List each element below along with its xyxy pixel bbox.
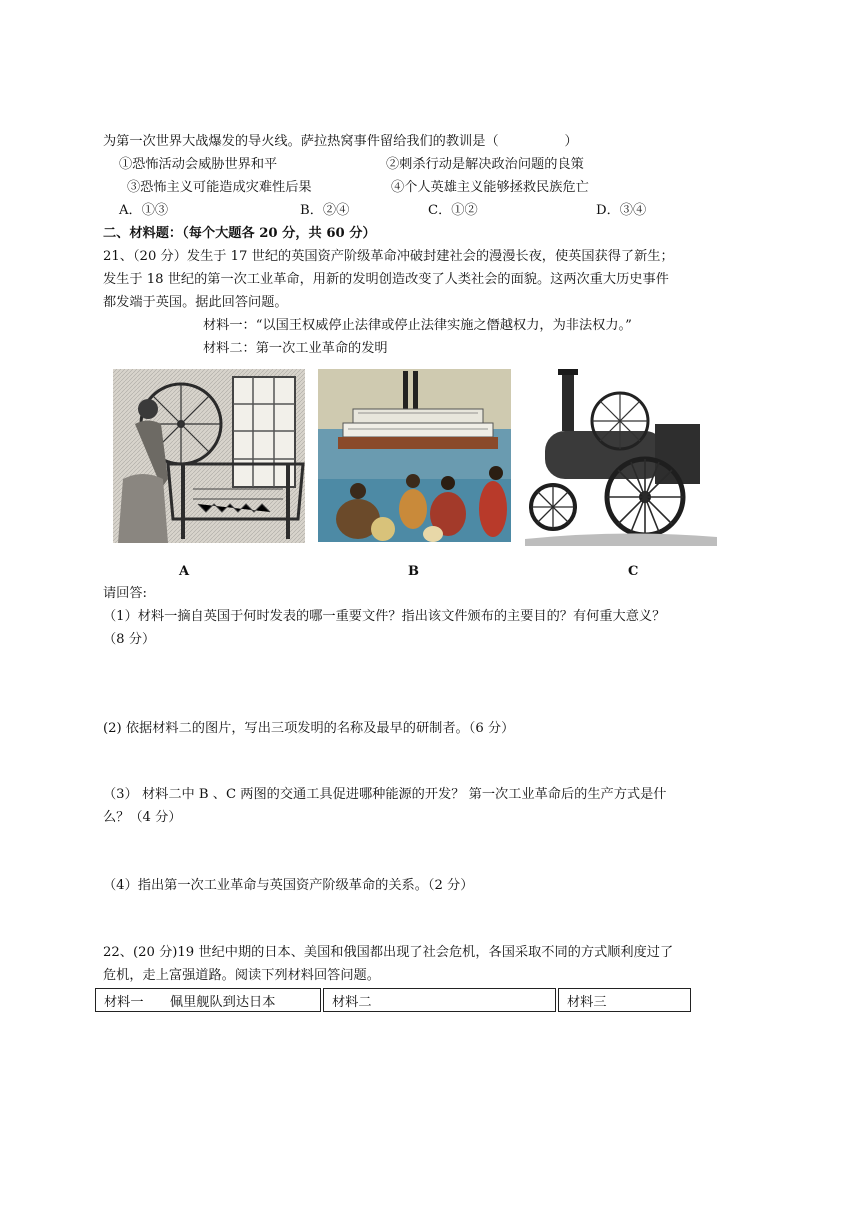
q22-table-cell-2 — [323, 988, 556, 1012]
q22-table-header-2: 材料二 — [332, 995, 372, 1010]
q22-table-cell-1 — [95, 988, 321, 1012]
spinning-jenny-icon — [113, 369, 305, 543]
figure-c-caption: C — [628, 564, 639, 579]
figure-b-steamboat — [318, 369, 511, 542]
q20-choice-d: D．③④ — [596, 203, 647, 218]
q21-material-1: 材料一：“以国王权威停止法律或停止法律实施之僭越权力，为非法权力。” — [203, 318, 632, 333]
q22-intro-line-1: 22、(20 分)19 世纪中期的日本、美国和俄国都出现了社会危机，各国采取不同的方式顺利度过了 — [103, 945, 674, 960]
section-heading: 二、材料题：（每个大题各 20 分，共 60 分） — [103, 226, 376, 241]
q21-intro-line-3: 都发端于英国。据此回答问题。 — [103, 295, 288, 310]
q20-option-4: ④个人英雄主义能够拯救民族危亡 — [391, 180, 589, 195]
q20-choice-a: A．①③ — [119, 203, 169, 218]
q21-sub-2: (2) 依据材料二的图片，写出三项发明的名称及最早的研制者。（6 分） — [103, 721, 515, 736]
q20-option-2: ②刺杀行动是解决政治问题的良策 — [386, 157, 584, 172]
figure-a-spinning-jenny — [113, 369, 305, 543]
q22-table-header-3: 材料三 — [567, 995, 607, 1010]
q21-sub-1-line-2: （8 分） — [103, 632, 156, 647]
q21-material-2: 材料二：第一次工业革命的发明 — [203, 341, 388, 356]
q21-intro-line-1: 21、（20 分）发生于 17 世纪的英国资产阶级革命冲破封建社会的漫漫长夜，使英国获得了新生； — [103, 249, 674, 264]
q21-intro-line-2: 发生于 18 世纪的第一次工业革命，用新的发明创造改变了人类社会的面貌。这两次重大历史事件 — [103, 272, 669, 287]
q22-table-cell-3 — [558, 988, 691, 1012]
answer-prompt: 请回答: — [103, 586, 148, 601]
q22-intro-line-2: 危机，走上富强道路。阅读下列材料回答问题。 — [103, 968, 380, 983]
q21-sub-1-line-1: （1）材料一摘自英国于何时发表的哪一重要文件？指出该文件颁布的主要目的？有何重大意义？ — [103, 609, 666, 624]
figure-c-steam-locomotive — [525, 369, 717, 546]
steam-locomotive-icon — [525, 369, 717, 546]
q20-choice-c: C．①② — [428, 203, 478, 218]
q21-sub-4: （4）指出第一次工业革命与英国资产阶级革命的关系。（2 分） — [103, 878, 474, 893]
q21-sub-3-line-1: （3） 材料二中 B 、C 两图的交通工具促进哪种能源的开发？ 第一次工业革命后的生产方式是什 — [103, 787, 667, 802]
steamboat-icon — [318, 369, 511, 542]
q22-table-header-1: 材料一 佩里舰队到达日本 — [104, 995, 276, 1010]
figure-a-caption: A — [179, 564, 190, 579]
q21-sub-3-line-2: 么？（4 分） — [103, 810, 182, 825]
figure-b-caption: B — [408, 564, 419, 579]
q20-option-3: ③恐怖主义可能造成灾难性后果 — [127, 180, 312, 195]
q20-choice-b: B．②④ — [300, 203, 350, 218]
q20-stem: 为第一次世界大战爆发的导火线。萨拉热窝事件留给我们的教训是（ ） — [103, 134, 578, 149]
q20-option-1: ①恐怖活动会威胁世界和平 — [119, 157, 278, 172]
